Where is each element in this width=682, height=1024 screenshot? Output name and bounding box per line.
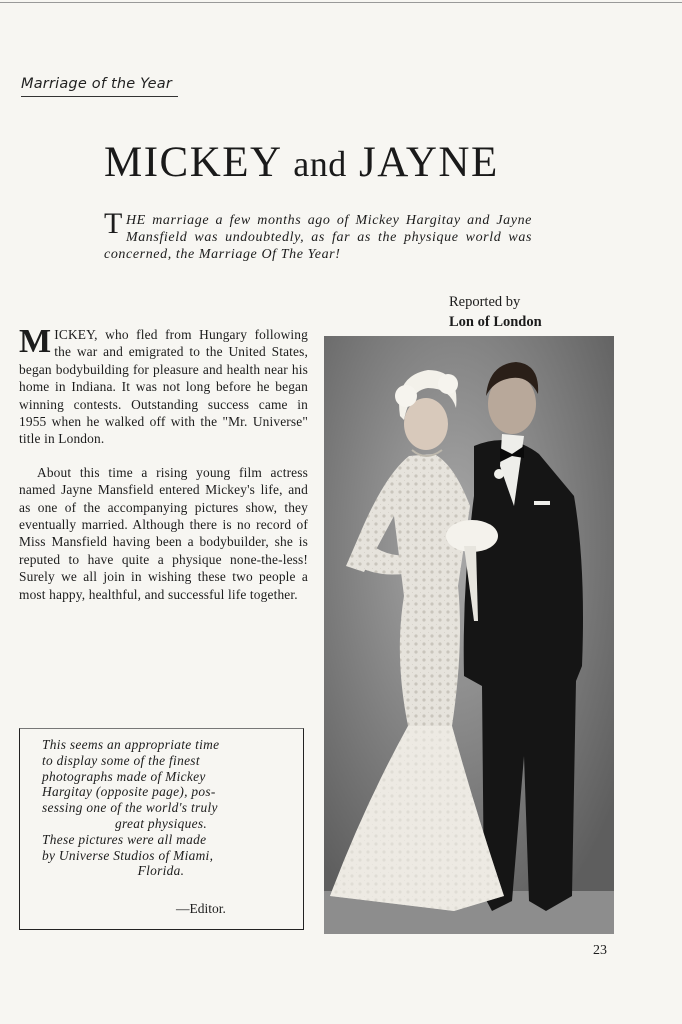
headline-mickey: MICKEY	[104, 139, 282, 186]
top-rule	[0, 2, 682, 3]
editor-note-line: These pictures were all made	[42, 831, 207, 847]
editor-note-line: Hargitay (opposite page), pos-	[42, 784, 216, 800]
editor-signature: —Editor.	[176, 901, 226, 916]
editor-note-line: great physiques.	[114, 815, 208, 831]
headline-jayne: JAYNE	[359, 139, 499, 186]
editor-note-box	[19, 728, 304, 930]
paragraph-2: About this time a rising young film actress named Jayne Mansfield entered Mickey's life, and as one of the accompanying pictures show, they eventually married. Although there is no record of Miss Mansfield having been a bodybuilder, she is reputed to have quite a physique none-the-less! Surely we all join in wishing these two people a most happy, healthful, and successful life together.	[19, 464, 308, 602]
editor-note	[42, 737, 280, 879]
section-label: Marriage of the Year	[21, 76, 178, 97]
wedding-photo-illustration	[324, 336, 614, 934]
article-body	[19, 323, 308, 603]
headline-and: and	[293, 144, 347, 184]
byline	[449, 292, 542, 332]
body-dropcap: M	[19, 323, 52, 360]
editor-note-line: sessing one of the world's truly	[42, 800, 218, 816]
standfirst-dropcap: T	[104, 207, 123, 240]
headline	[104, 138, 499, 187]
editor-note-line: photographs made of Mickey	[42, 768, 206, 784]
standfirst-text: HE marriage a few months ago of Mickey Hargitay and Jayne Mansfield was undoubtedly, as far as the physique world was concerned, the Marriage Of The Year!	[104, 213, 532, 262]
editor-note-line: by Universe Studios of Miami,	[42, 847, 214, 863]
standfirst	[104, 207, 532, 263]
paragraph-1-text: ICKEY, who fled from Hungary following the war and emigrated to the United States, began bodybuilding for pleasure and health near his home in Indiana. It was not long before he began winning contests. Outstanding success came in 1955 when he walked off with the "Mr. Universe" title in London.	[19, 327, 308, 447]
editor-note-line: Florida.	[137, 863, 185, 879]
paragraph-1	[19, 323, 308, 448]
byline-reporter: Lon of London	[449, 314, 542, 330]
editor-note-line: This seems an appropriate time	[42, 737, 220, 752]
wedding-photo	[324, 336, 614, 934]
byline-label: Reported by	[449, 294, 521, 310]
editor-note-line: to display some of the finest	[42, 752, 200, 768]
page-number: 23	[593, 943, 607, 958]
